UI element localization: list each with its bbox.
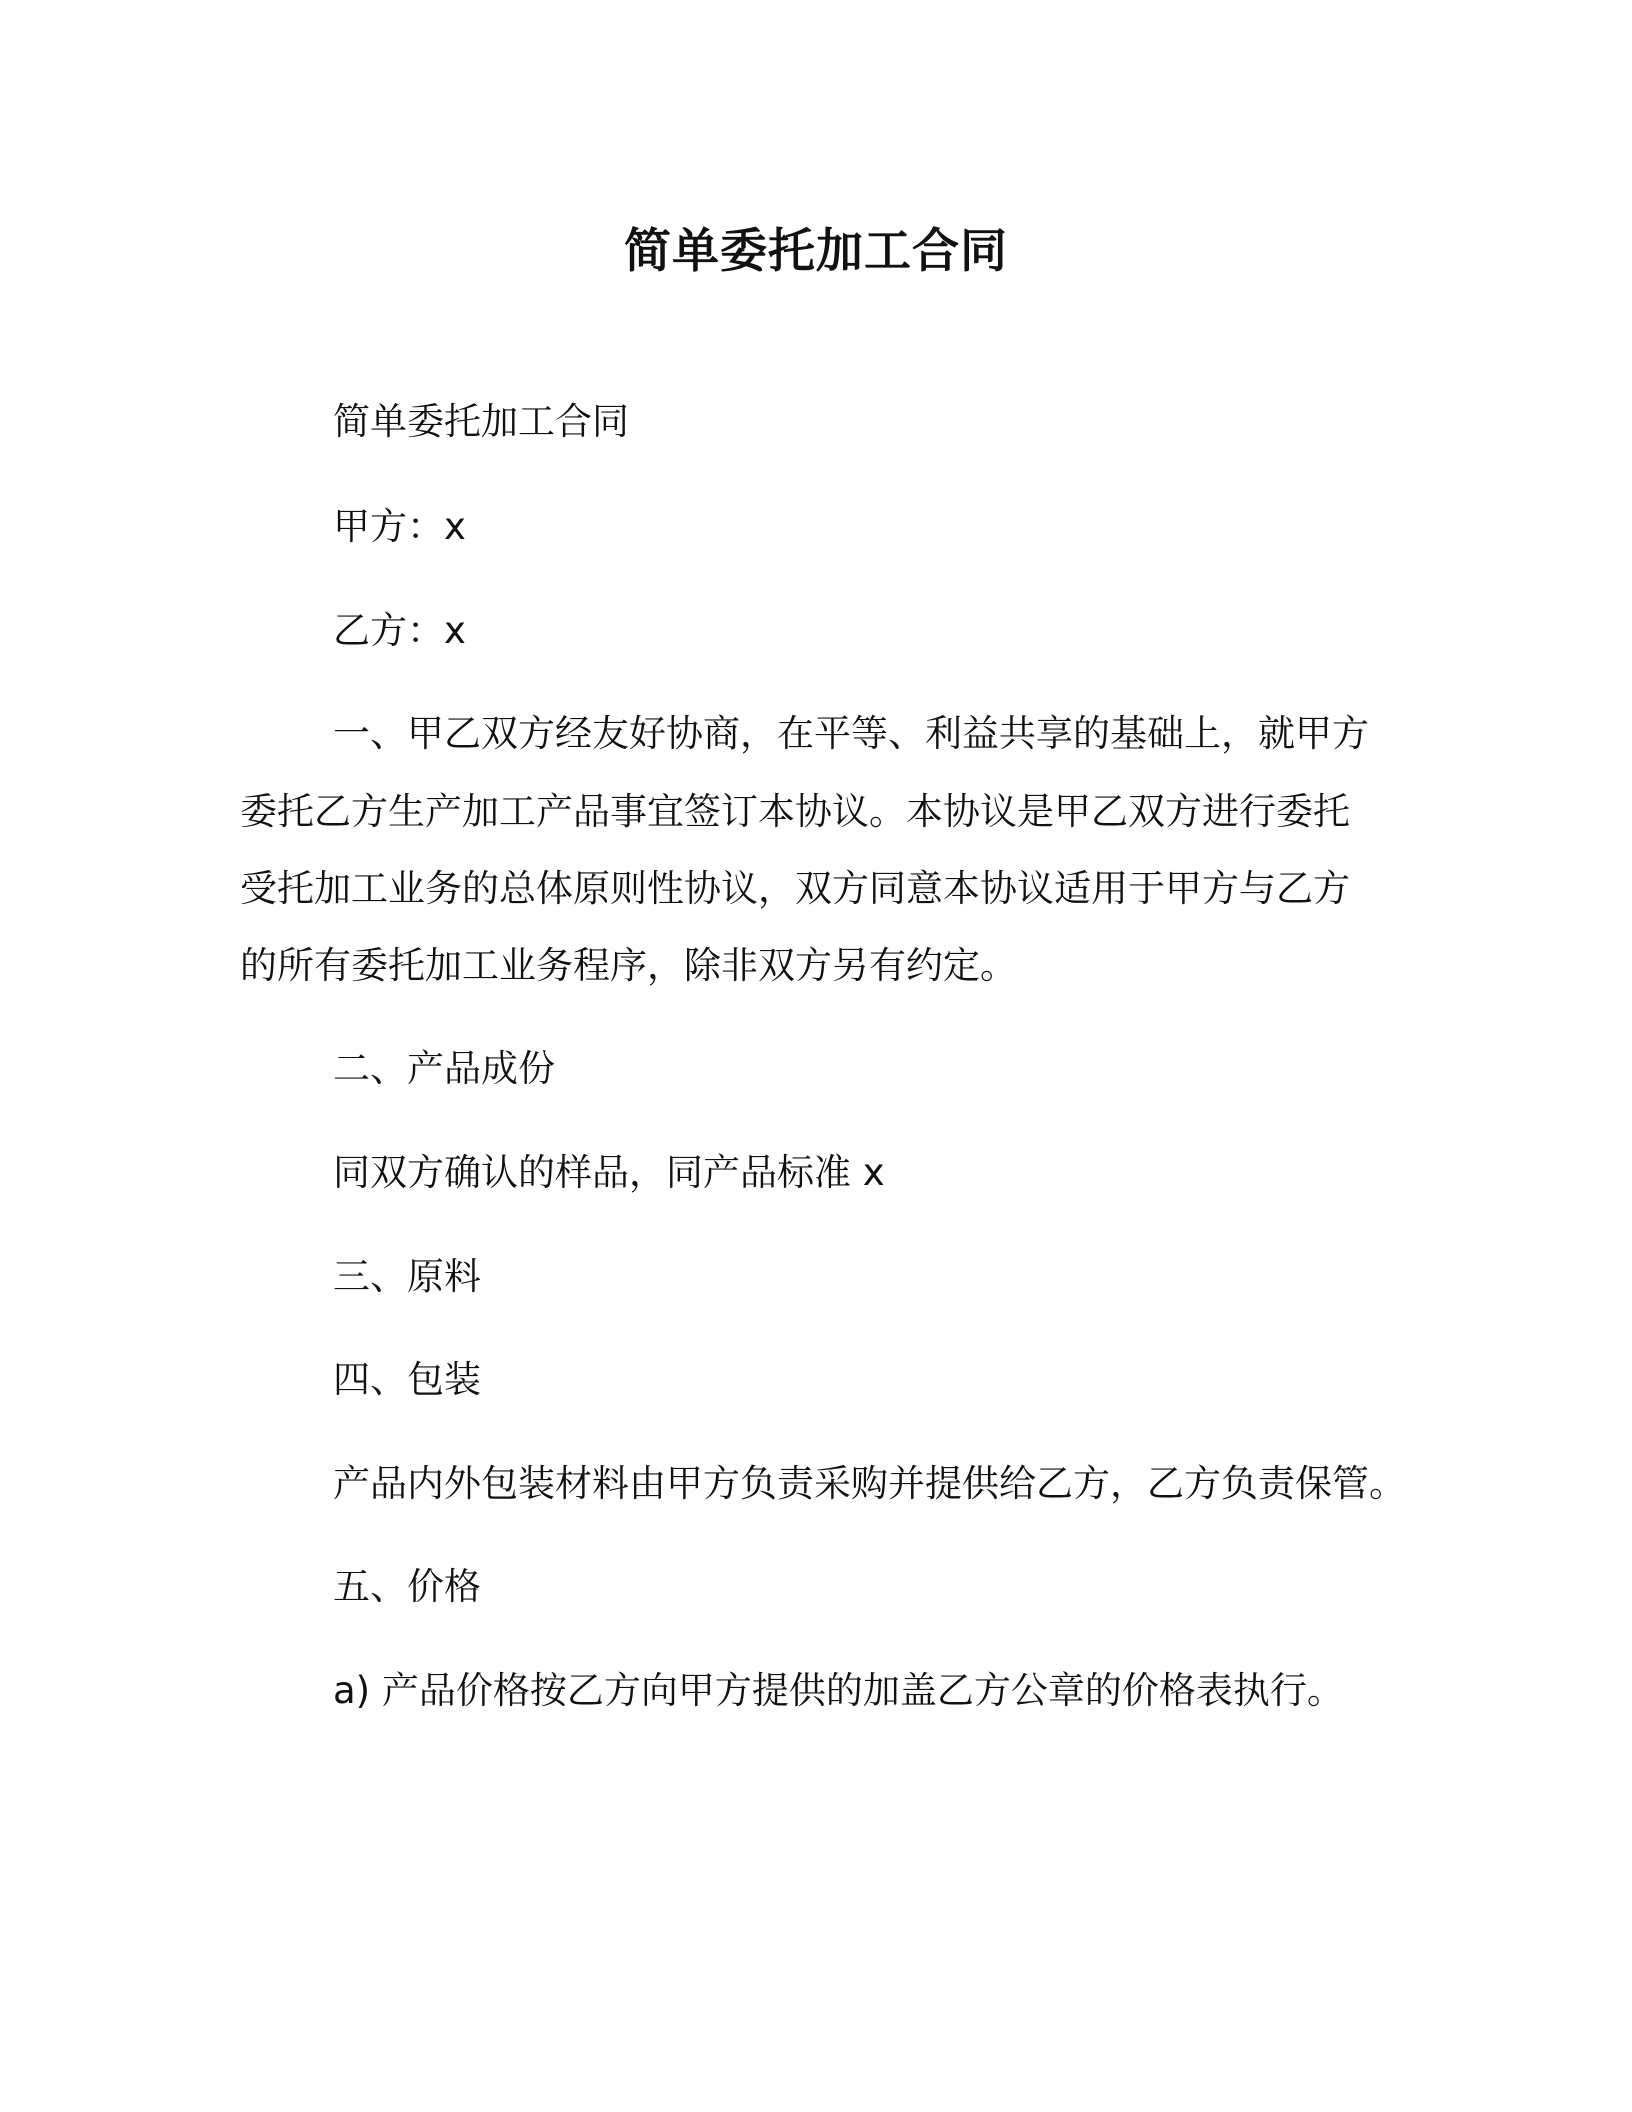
section2-heading: 二、产品成份 [333, 1047, 555, 1090]
party-a-line: 甲方：x [333, 505, 466, 548]
section5-heading: 五、价格 [333, 1565, 481, 1608]
section4-body: 产品内外包装材料由甲方负责采购并提供给乙方，乙方负责保管。 [333, 1462, 1406, 1505]
contract-subtitle: 简单委托加工合同 [333, 400, 629, 443]
party-b-line: 乙方：x [333, 609, 466, 652]
section1-line3: 受托加工业务的总体原则性协议，双方同意本协议适用于甲方与乙方 [240, 867, 1350, 910]
section1-line2: 委托乙方生产加工产品事宜签订本协议。本协议是甲乙双方进行委托 [240, 790, 1350, 833]
section1-line1: 一、甲乙双方经友好协商，在平等、利益共享的基础上，就甲方 [333, 712, 1369, 755]
section5-item-a: a) 产品价格按乙方向甲方提供的加盖乙方公章的价格表执行。 [333, 1669, 1344, 1712]
document-title: 简单委托加工合同 [624, 224, 1008, 279]
section3-heading: 三、原料 [333, 1255, 481, 1298]
section2-body: 同双方确认的样品，同产品标准 x [333, 1151, 885, 1194]
section4-heading: 四、包装 [333, 1358, 481, 1401]
section1-line4: 的所有委托加工业务程序，除非双方另有约定。 [240, 944, 1017, 987]
